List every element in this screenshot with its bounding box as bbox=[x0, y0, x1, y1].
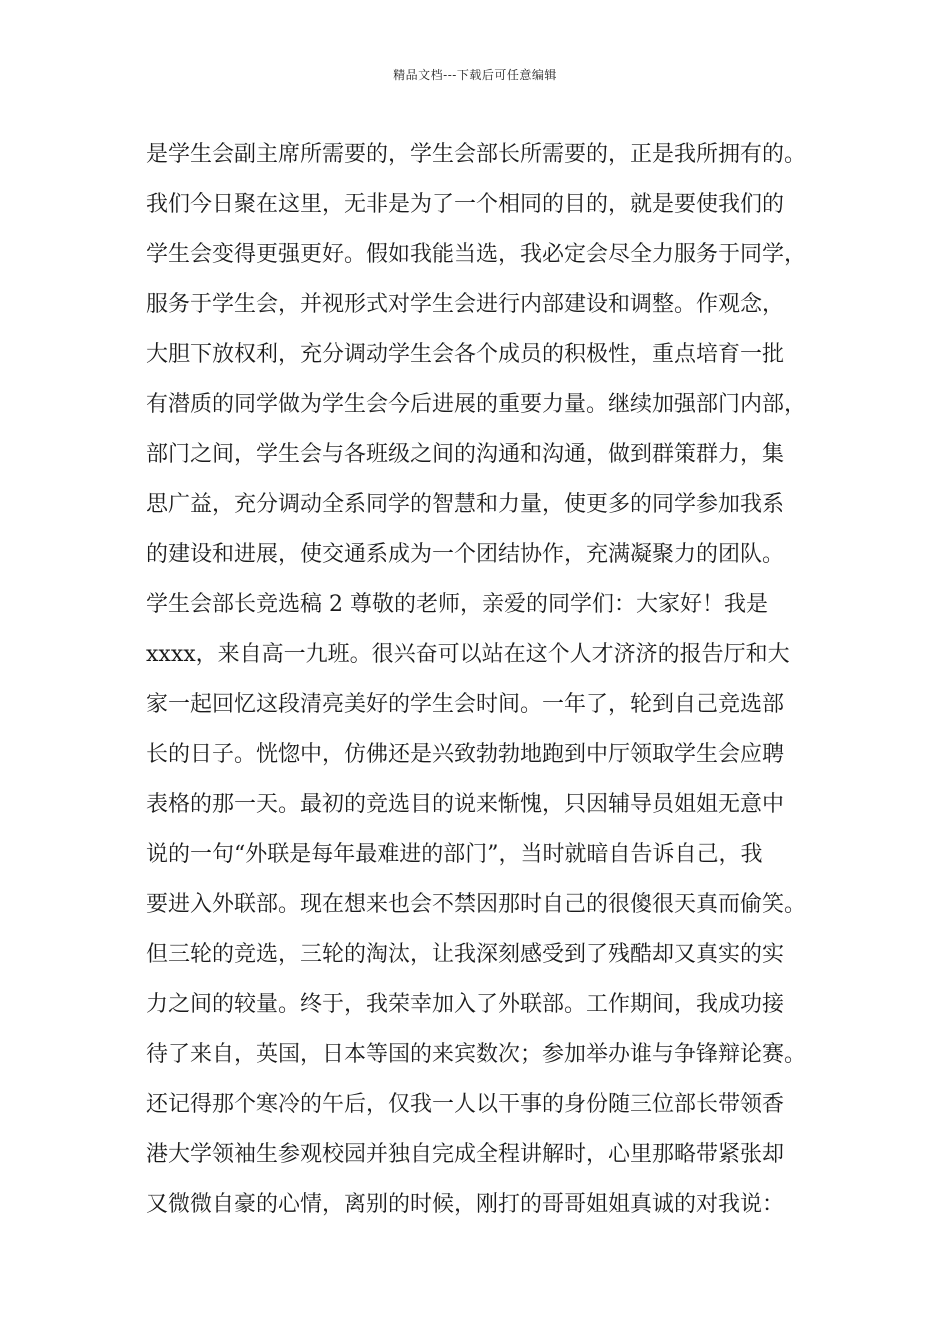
text-line: 但三轮的竞选，三轮的淘汰，让我深刻感受到了残酷却又真实的实 bbox=[146, 942, 785, 967]
text-line: 我们今日聚在这里，无非是为了一个相同的目的，就是要使我们的 bbox=[146, 192, 785, 217]
text-line: 家一起回忆这段清亮美好的学生会时间。一年了，轮到自己竞选部 bbox=[146, 692, 785, 717]
body-text bbox=[146, 130, 846, 1230]
text-line: 港大学领袖生参观校园并独自完成全程讲解时，心里那略带紧张却 bbox=[146, 1142, 785, 1167]
text-line: 的建设和进展，使交通系成为一个团结协作，充满凝聚力的团队。 bbox=[146, 542, 785, 567]
page-header: 精品文档---下载后可任意编辑 bbox=[393, 68, 557, 82]
text-line: 力之间的较量。终于，我荣幸加入了外联部。工作期间，我成功接 bbox=[146, 992, 785, 1017]
text-line: 还记得那个寒冷的午后，仅我一人以干事的身份随三位部长带领香 bbox=[146, 1092, 785, 1117]
text-line: 服务于学生会，并视形式对学生会进行内部建设和调整。作观念， bbox=[146, 292, 785, 317]
text-line: 表格的那一天。最初的竞选目的说来惭愧，只因辅导员姐姐无意中 bbox=[146, 792, 785, 817]
text-line: 待了来自，英国，日本等国的来宾数次；参加举办谁与争锋辩论赛。 bbox=[146, 1042, 807, 1067]
text-line: 是学生会副主席所需要的，学生会部长所需要的，正是我所拥有的。 bbox=[146, 142, 807, 167]
text-line: 学生会变得更强更好。假如我能当选，我必定会尽全力服务于同学， bbox=[146, 242, 807, 267]
text-line: 大胆下放权利，充分调动学生会各个成员的积极性，重点培育一批 bbox=[146, 342, 785, 367]
text-line: 有潜质的同学做为学生会今后进展的重要力量。继续加强部门内部， bbox=[146, 392, 807, 417]
text-line: 长的日子。恍惚中，仿佛还是兴致勃勃地跑到中厅领取学生会应聘 bbox=[146, 742, 785, 767]
text-line: 要进入外联部。现在想来也会不禁因那时自己的很傻很天真而偷笑。 bbox=[146, 892, 807, 917]
text-line: 思广益，充分调动全系同学的智慧和力量，使更多的同学参加我系 bbox=[146, 492, 785, 517]
text-line: 又微微自豪的心情，离别的时候，刚打的哥哥姐姐真诚的对我说： bbox=[146, 1192, 785, 1217]
text-line: xxxx，来自高一九班。很兴奋可以站在这个人才济济的报告厅和大 bbox=[146, 642, 790, 667]
text-line: 部门之间，学生会与各班级之间的沟通和沟通，做到群策群力，集 bbox=[146, 442, 785, 467]
text-line: 说的一句“外联是每年最难进的部门”，当时就暗自告诉自己，我 bbox=[146, 842, 763, 867]
text-line: 学生会部长竞选稿 2 尊敬的老师，亲爱的同学们：大家好！我是 bbox=[146, 592, 768, 617]
